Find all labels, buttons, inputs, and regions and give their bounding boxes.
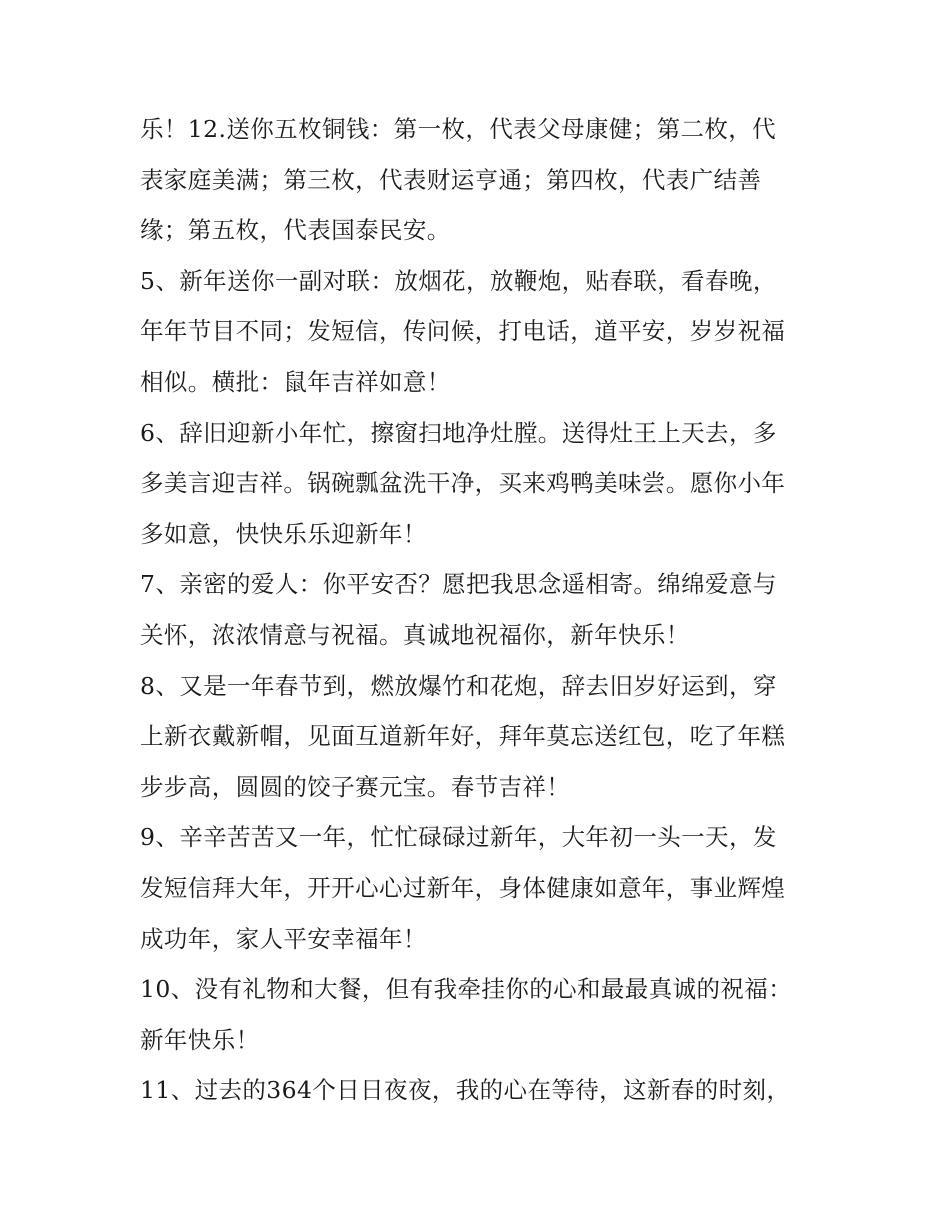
text-line: 上新衣戴新帽，见面互道新年好，拜年莫忘送红包，吃了年糕 — [140, 722, 786, 751]
paragraph-continued — [140, 104, 820, 256]
paragraph-7 — [140, 559, 820, 660]
paragraph-10 — [140, 964, 820, 1065]
text-line: 10、没有礼物和大餐，但有我牵挂你的心和最最真诚的祝福： — [140, 975, 793, 1004]
text-line: 8、又是一年春节到，燃放爆竹和花炮，辞去旧岁好运到，穿 — [140, 671, 777, 700]
text-line: 6、辞旧迎新小年忙，擦窗扫地净灶膛。送得灶王上天去，多 — [140, 418, 777, 447]
text-line: 9、辛辛苦苦又一年，忙忙碌碌过新年，大年初一头一天，发 — [140, 823, 777, 852]
text-line: 相似。横批：鼠年吉祥如意！ — [140, 367, 451, 396]
text-line: 11、过去的364个日日夜夜，我的心在等待，这新春的时刻， — [140, 1076, 791, 1105]
paragraph-9 — [140, 812, 820, 964]
text-line: 关怀，浓浓情意与祝福。真诚地祝福你，新年快乐！ — [140, 620, 690, 649]
text-line: 年年节目不同；发短信，传问候，打电话，道平安，岁岁祝福 — [140, 317, 786, 346]
text-line: 表家庭美满；第三枚，代表财运亨通；第四枚，代表广结善 — [140, 165, 762, 194]
text-line: 成功年，家人平安幸福年！ — [140, 924, 427, 953]
paragraph-11 — [140, 1065, 820, 1116]
text-line: 缘；第五枚，代表国泰民安。 — [140, 216, 451, 245]
text-line: 7、亲密的爱人：你平安否？愿把我思念遥相寄。绵绵爱意与 — [140, 570, 777, 599]
text-line: 5、新年送你一副对联：放烟花，放鞭炮，贴春联，看春晚， — [140, 266, 777, 295]
paragraph-8 — [140, 661, 820, 813]
paragraph-6 — [140, 408, 820, 560]
document-body — [140, 104, 820, 1116]
text-line: 新年快乐！ — [140, 1025, 260, 1054]
paragraph-5 — [140, 256, 820, 408]
text-line: 步步高，圆圆的饺子赛元宝。春节吉祥！ — [140, 772, 571, 801]
text-line: 多如意，快快乐乐迎新年！ — [140, 519, 427, 548]
text-line: 多美言迎吉祥。锅碗瓢盆洗干净，买来鸡鸭美味尝。愿你小年 — [140, 469, 786, 498]
text-line: 发短信拜大年，开开心心过新年，身体健康如意年，事业辉煌 — [140, 873, 786, 902]
text-line: 乐！12.送你五枚铜钱：第一枚，代表父母康健；第二枚，代 — [140, 115, 777, 143]
